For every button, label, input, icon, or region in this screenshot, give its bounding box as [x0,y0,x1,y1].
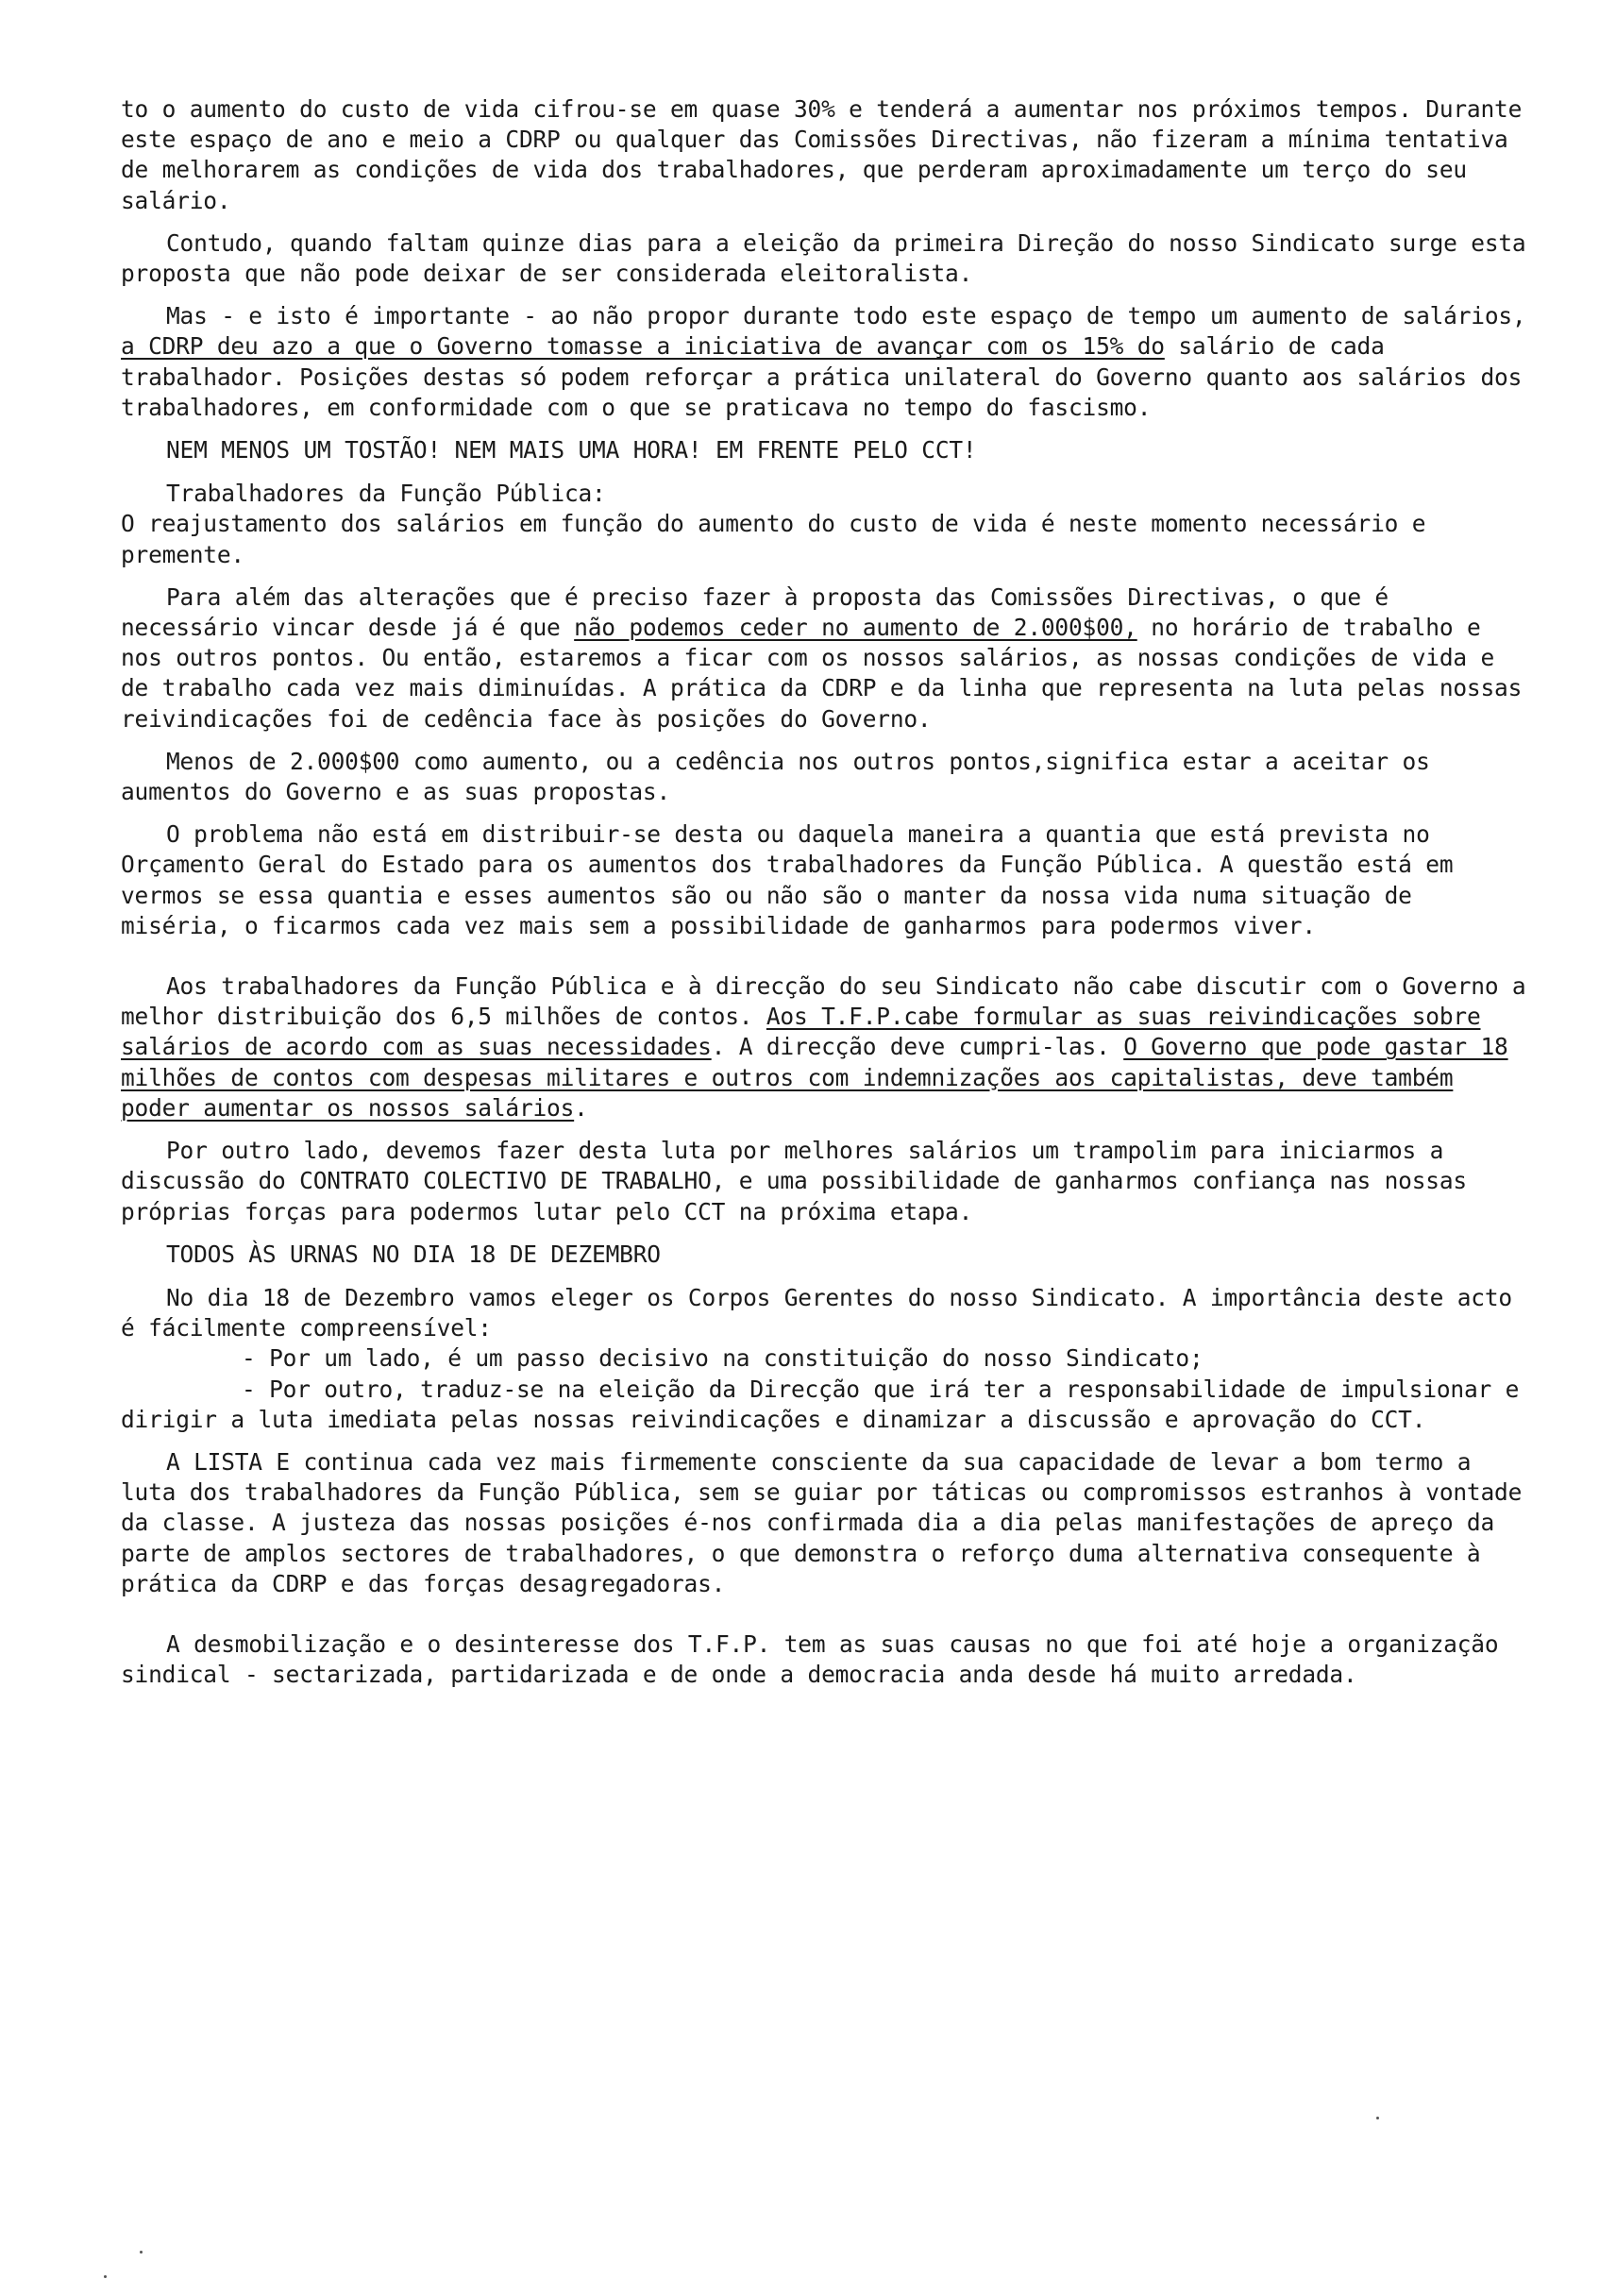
paragraph [121,582,1527,734]
paragraph [121,509,1527,569]
text-run: A desmobilização e o desinteresse dos T.F.P. tem as suas causas no que foi até hoje a organização sindical - sectarizada, partidarizada e de onde a democracia anda desde há muito arredada. [121,1629,1499,1689]
underlined-text: O Governo que pode gastar 18 milhões de contos com despesas militares e outros com indemnizações aos capitalistas, deve também poder aumentar os nossos salários [121,1033,1508,1122]
paragraph [121,747,1527,807]
text-run: O reajustamento dos salários em função do aumento do custo de vida é neste momento necessário e premente. [121,510,1426,568]
list-item [121,1375,1527,1435]
text-run: No dia 18 de Dezembro vamos eleger os Corpos Gerentes do nosso Sindicato. A importância deste acto é fácilmente compreensível: [121,1283,1512,1342]
paragraph [121,228,1527,289]
text-run: - Por um lado, é um passo decisivo na constituição do nosso Sindicato; [242,1344,1204,1373]
text-run: TODOS ÀS URNAS NO DIA 18 DE DEZEMBRO [166,1240,661,1268]
list-item [121,1343,1527,1374]
text-run: NEM MENOS UM TOSTÃO! NEM MAIS UMA HORA! EM FRENTE PELO CCT! [166,436,977,464]
text-run: A LISTA E continua cada vez mais firmemente consciente da sua capacidade de levar a bom termo a luta dos trabalhadores da Função Pública, sem se guiar por táticas ou compromissos estranhos à vontade da classe. A justeza das nossas posições é-nos confirmada dia a dia pelas manifestações de apreço da parte de amplos sectores de trabalhadores, o que demonstra o reforço duma alternativa consequente à prática da CDRP e das forças desagregadoras. [121,1447,1523,1597]
text-run: salário de cada trabalhador. Posições destas só podem reforçar a prática unilateral do Governo quanto aos salários dos trabalhadores, em conformidade com o que se praticava no tempo do fascismo. [121,332,1523,421]
paragraph [121,1447,1527,1599]
underlined-text: a CDRP deu azo a que o Governo tomasse a iniciativa de avançar com os 15% do [121,332,1165,361]
text-run: Contudo, quando faltam quinze dias para a eleição da primeira Direção do nosso Sindicato surge esta proposta que não pode deixar de ser considerada eleitoralista. [121,228,1526,288]
scan-speck [104,2275,107,2278]
text-run: - Por outro, traduz-se na eleição da Direcção que irá ter a responsabilidade de impulsionar e dirigir a luta imediata pelas nossas reivindicações e dinamizar a discussão e aprovação do CCT. [121,1375,1520,1433]
text-run: Para além das alterações que é preciso fazer à proposta das Comissões Directivas, o que é necessário vincar desde já é que [121,582,1389,642]
paragraph [121,94,1527,216]
underlined-text: Aos T.F.P.cabe formular as suas reivindicações sobre salários de acordo com as suas necessidades [121,1003,1481,1061]
text-run: Trabalhadores da Função Pública: [166,480,606,508]
paragraph [121,971,1527,1123]
section-heading [121,435,1527,465]
section-heading [121,479,1527,509]
text-run: Menos de 2.000$00 como aumento, ou a cedência nos outros pontos,significa estar a aceitar os aumentos do Governo e as suas propostas. [121,747,1430,806]
text-run: O problema não está em distribuir-se desta ou daquela maneira a quantia que está prevista no Orçamento Geral do Estado para os aumentos dos trabalhadores da Função Pública. A questão está em vermos se essa quantia e esses aumentos são ou não são o manter da nossa vida numa situação de miséria, o ficarmos cada vez mais sem a possibilidade de ganharmos para podermos viver. [121,820,1454,939]
text-run: Por outro lado, devemos fazer desta luta por melhores salários um trampolim para iniciarmos a discussão do CONTRATO COLECTIVO DE TRABALHO, e uma possibilidade de ganharmos confiança nas nossas próprias forças para podermos lutar pelo CCT na próxima etapa. [121,1137,1467,1225]
paragraph [121,301,1527,423]
text-run: to o aumento do custo de vida cifrou-se em quase 30% e tenderá a aumentar nos próximos tempos. Durante este espaço de ano e meio a CDRP ou qualquer das Comissões Directivas, não fizeram a mínima tentativa de melhorarem as condições de vida dos trabalhadores, que perderam aproximadamente um terço do seu salário. [121,95,1523,214]
paragraph [121,1629,1527,1690]
scan-speck [140,2251,143,2254]
text-run: Aos trabalhadores da Função Pública e à direcção do seu Sindicato não cabe discutir com o Governo a melhor distribuição dos 6,5 milhões de contos. [121,972,1526,1031]
scan-speck [1376,2117,1379,2119]
paragraph [121,1283,1527,1343]
paragraph [121,1136,1527,1227]
text-run: Mas - e isto é importante - ao não propor durante todo este espaço de tempo um aumento de salários, [166,302,1526,330]
text-run: no horário de trabalho e nos outros pontos. Ou então, estaremos a ficar com os nossos salários, as nossas condições de vida e de trabalho cada vez mais diminuídas. A prática da CDRP e da linha que representa na luta pelas nossas reivindicações foi de cedência face às posições do Governo. [121,614,1523,733]
text-run: . [574,1093,588,1122]
document-body [121,94,1527,1702]
section-heading [121,1240,1527,1270]
text-run: . A direcção deve cumpri-las. [711,1033,1124,1061]
paragraph [121,819,1527,941]
underlined-text: não podemos ceder no aumento de 2.000$00, [574,614,1137,642]
